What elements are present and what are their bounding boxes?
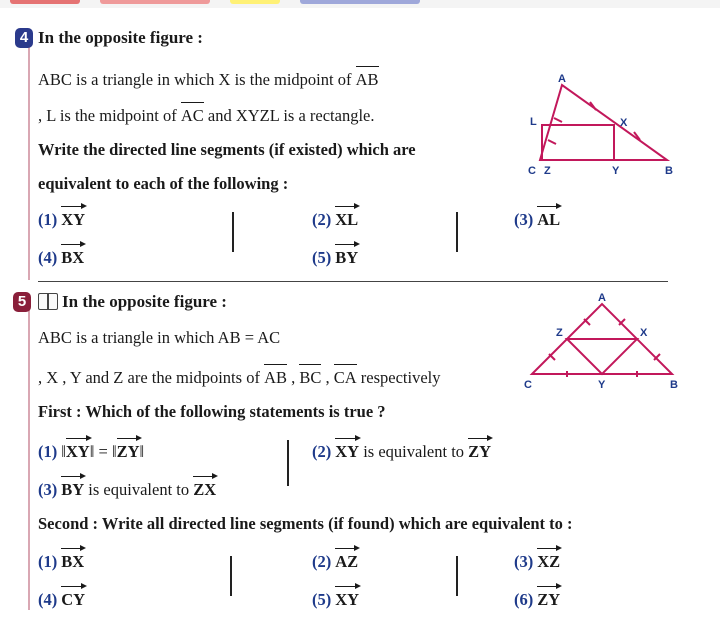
- label-y: Y: [612, 165, 620, 177]
- text: , L is the midpoint of: [38, 106, 181, 125]
- option-number: (6): [514, 590, 534, 609]
- text: ,: [321, 368, 334, 387]
- vector: AL: [537, 204, 560, 230]
- option: [38, 474, 216, 500]
- option: (1) ‖XY‖ = ‖ZY‖: [38, 436, 144, 462]
- label-b: B: [665, 165, 673, 177]
- vector: XY: [66, 436, 90, 462]
- text: and XYZL is a rectangle.: [203, 106, 375, 125]
- instruction: Second : Write all directed line segments (if found) which are equivalent to :: [38, 514, 573, 533]
- column-divider: [456, 212, 458, 252]
- option: [38, 584, 85, 610]
- vector: CY: [61, 584, 85, 610]
- label-c: C: [528, 165, 536, 177]
- question-heading: In the opposite figure :: [62, 292, 227, 311]
- vector: XY: [61, 204, 85, 230]
- book-icon: [38, 293, 58, 310]
- option-number: (5): [312, 590, 332, 609]
- column-divider: [456, 556, 458, 596]
- option-number: (1): [38, 210, 58, 229]
- label-a: A: [558, 73, 566, 85]
- column-divider: [230, 556, 232, 596]
- question-heading: In the opposite figure :: [38, 28, 203, 47]
- vector: ZY: [117, 436, 140, 462]
- option-number: (5): [312, 248, 332, 267]
- cropped-top-strip: [0, 0, 720, 8]
- question-number-badge: 5: [13, 292, 31, 312]
- label-c: C: [524, 379, 532, 391]
- equals: =: [98, 442, 108, 461]
- margin-line: [28, 40, 30, 280]
- section-divider: [38, 281, 668, 282]
- option: [514, 204, 560, 230]
- label-a: A: [598, 292, 606, 304]
- text: ,: [286, 368, 300, 387]
- option: [514, 546, 560, 572]
- q5-isosceles-figure: [520, 292, 685, 392]
- label-x: X: [620, 117, 628, 129]
- label-y: Y: [598, 379, 606, 391]
- vector: XZ: [537, 546, 560, 572]
- segment: BC: [299, 362, 321, 388]
- vector: ZY: [537, 584, 560, 610]
- option-number: (1): [38, 552, 58, 571]
- segment: AC: [181, 100, 204, 126]
- question-line: [38, 100, 375, 126]
- q4-triangle-figure: [522, 70, 682, 180]
- option: [38, 546, 84, 572]
- question-line: [38, 362, 441, 388]
- option-number: (4): [38, 590, 58, 609]
- option: [312, 546, 358, 572]
- option-number: (3): [514, 552, 534, 571]
- vector: AZ: [335, 546, 358, 572]
- option-number: (4): [38, 248, 58, 267]
- option-number: (2): [312, 552, 332, 571]
- option-number: (3): [38, 480, 58, 499]
- option-number: (2): [312, 442, 332, 461]
- vector: BY: [335, 242, 358, 268]
- segment: CA: [334, 362, 357, 388]
- segment: AB: [264, 362, 287, 388]
- column-divider: [287, 440, 289, 486]
- option: [312, 584, 359, 610]
- vector: ZY: [468, 436, 491, 462]
- label-z: Z: [544, 165, 551, 177]
- instruction: Write the directed line segments (if existed) which are: [38, 140, 416, 159]
- vector: XY: [335, 436, 359, 462]
- text: ABC is a triangle in which X is the midpoint of: [38, 70, 356, 89]
- text: is equivalent to: [84, 480, 194, 499]
- instruction: equivalent to each of the following :: [38, 174, 289, 193]
- label-z: Z: [556, 327, 563, 339]
- option-number: (3): [514, 210, 534, 229]
- vector: BY: [61, 474, 84, 500]
- option: [38, 204, 85, 230]
- vector: BX: [61, 242, 84, 268]
- question-line: [38, 64, 379, 90]
- option: [312, 436, 491, 462]
- question-line: ABC is a triangle in which AB = AC: [38, 328, 281, 347]
- label-l: L: [530, 116, 537, 128]
- vector: ZX: [193, 474, 216, 500]
- segment: AB: [356, 64, 379, 90]
- option: [514, 584, 560, 610]
- option: [312, 204, 358, 230]
- column-divider: [232, 212, 234, 252]
- text: , X , Y and Z are the midpoints of: [38, 368, 265, 387]
- text: is equivalent to: [359, 442, 469, 461]
- vector: XL: [335, 204, 358, 230]
- vector: XY: [335, 584, 359, 610]
- option: [38, 242, 84, 268]
- option-number: (2): [312, 210, 332, 229]
- label-b: B: [670, 379, 678, 391]
- instruction: First : Which of the following statements is true ?: [38, 402, 386, 421]
- vector: BX: [61, 546, 84, 572]
- option: [312, 242, 358, 268]
- question-number-badge: 4: [15, 28, 33, 48]
- text: respectively: [356, 368, 441, 387]
- option-number: (1): [38, 442, 58, 461]
- label-x: X: [640, 327, 648, 339]
- margin-line: [28, 300, 30, 610]
